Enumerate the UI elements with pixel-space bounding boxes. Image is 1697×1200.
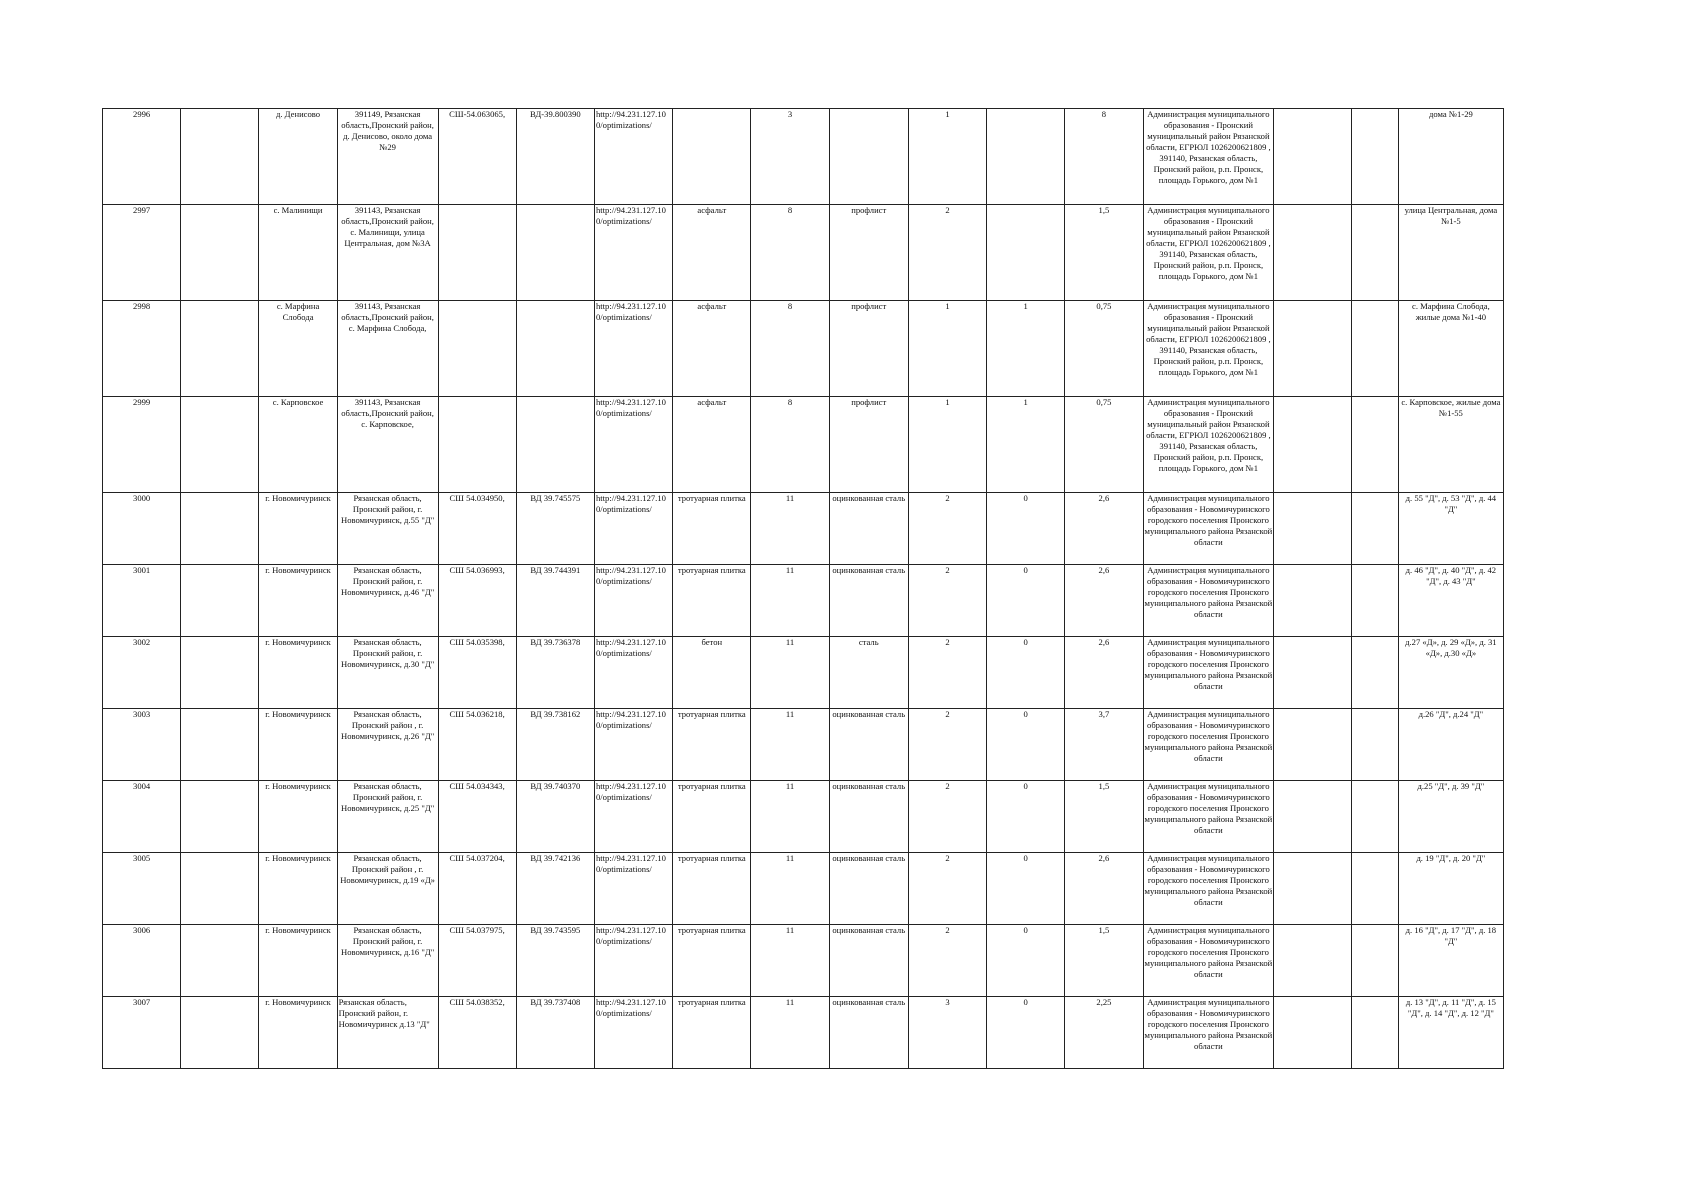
cell-empty: [1274, 925, 1352, 997]
cell-empty: [1352, 109, 1398, 205]
cell-empty: [181, 565, 259, 637]
cell-volume: 0,75: [1065, 301, 1143, 397]
cell-empty: [181, 637, 259, 709]
cell-locality: с. Малинищи: [259, 205, 337, 301]
cell-fence-material: оцинкованная сталь: [829, 925, 908, 997]
cell-address: Рязанская область, Пронский район , г. Новомичуринск, д.26 "Д": [337, 709, 438, 781]
cell-link[interactable]: http://94.231.127.10 0/optimizations/: [594, 109, 672, 205]
cell-latitude: СШ 54.038352,: [438, 997, 516, 1069]
cell-empty: [1274, 637, 1352, 709]
cell-link[interactable]: http://94.231.127.10 0/optimizations/: [594, 397, 672, 493]
cell-record-number: 3005: [103, 853, 181, 925]
cell-area: 11: [751, 853, 829, 925]
cell-empty: [1352, 853, 1398, 925]
cell-waste-sources: д.27 «Д», д. 29 «Д», д. 31 «Д», д.30 «Д»: [1398, 637, 1503, 709]
cell-address: 391143, Рязанская область,Пронский район, с. Марфина Слобода,: [337, 301, 438, 397]
cell-address: Рязанская область, Пронский район, г. Новомичуринск, д.55 "Д": [337, 493, 438, 565]
cell-waste-sources: с. Марфина Слобода, жилые дома №1-40: [1398, 301, 1503, 397]
table-row: [103, 925, 1504, 997]
cell-surface: тротуарная плитка: [673, 781, 751, 853]
table-row: [103, 997, 1504, 1069]
cell-area: 11: [751, 709, 829, 781]
cell-empty: [1274, 109, 1352, 205]
cell-surface: тротуарная плитка: [673, 925, 751, 997]
cell-waste-sources: улица Центральная, дома №1-5: [1398, 205, 1503, 301]
cell-owner: Администрация муниципального образования - Новомичуринского городского поселения Пронского муниципального района Рязанской области: [1143, 493, 1274, 565]
cell-record-number: 2996: [103, 109, 181, 205]
cell-waste-sources: д. 13 "Д", д. 11 "Д", д. 15 "Д", д. 14 "Д", д. 12 "Д": [1398, 997, 1503, 1069]
cell-empty: [1274, 781, 1352, 853]
cell-latitude: [438, 205, 516, 301]
cell-longitude: [516, 205, 594, 301]
cell-bulky-waste-count: 1: [987, 397, 1065, 493]
cell-empty: [1274, 301, 1352, 397]
cell-address: Рязанская область, Пронский район , г. Новомичуринск, д.19 «Д»: [337, 853, 438, 925]
table-row: [103, 781, 1504, 853]
cell-fence-material: оцинкованная сталь: [829, 493, 908, 565]
cell-container-count: 1: [908, 301, 986, 397]
cell-bulky-waste-count: [987, 109, 1065, 205]
cell-fence-material: профлист: [829, 397, 908, 493]
cell-surface: тротуарная плитка: [673, 493, 751, 565]
cell-link[interactable]: http://94.231.127.10 0/optimizations/: [594, 997, 672, 1069]
cell-longitude: ВД 39.737408: [516, 997, 594, 1069]
cell-container-count: 3: [908, 997, 986, 1069]
cell-address: Рязанская область, Пронский район, г. Новомичуринск, д.46 "Д": [337, 565, 438, 637]
cell-record-number: 3000: [103, 493, 181, 565]
cell-surface: тротуарная плитка: [673, 709, 751, 781]
table-row: [103, 853, 1504, 925]
cell-volume: 3,7: [1065, 709, 1143, 781]
cell-volume: 8: [1065, 109, 1143, 205]
cell-surface: [673, 109, 751, 205]
table-row: [103, 565, 1504, 637]
cell-fence-material: профлист: [829, 205, 908, 301]
cell-owner: Администрация муниципального образования - Новомичуринского городского поселения Пронского муниципального района Рязанской области: [1143, 853, 1274, 925]
cell-container-count: 1: [908, 109, 986, 205]
cell-locality: с. Карповское: [259, 397, 337, 493]
cell-latitude: СШ 54.037204,: [438, 853, 516, 925]
table-row: [103, 709, 1504, 781]
cell-longitude: ВД 39.743595: [516, 925, 594, 997]
cell-volume: 2,6: [1065, 637, 1143, 709]
cell-waste-sources: д.25 "Д", д. 39 "Д": [1398, 781, 1503, 853]
cell-record-number: 2998: [103, 301, 181, 397]
cell-area: 8: [751, 205, 829, 301]
cell-empty: [1352, 709, 1398, 781]
cell-latitude: СШ 54.035398,: [438, 637, 516, 709]
cell-container-count: 2: [908, 205, 986, 301]
cell-record-number: 2997: [103, 205, 181, 301]
cell-owner: Администрация муниципального образования - Пронский муниципальный район Рязанской области, ЕГРЮЛ 1026200621809 , 391140, Рязанская область, Пронский район, р.п. Пронск, площадь Горького, дом №1: [1143, 109, 1274, 205]
cell-owner: Администрация муниципального образования - Новомичуринского городского поселения Пронского муниципального района Рязанской области: [1143, 565, 1274, 637]
cell-link[interactable]: http://94.231.127.10 0/optimizations/: [594, 493, 672, 565]
cell-fence-material: сталь: [829, 637, 908, 709]
cell-volume: 2,6: [1065, 565, 1143, 637]
cell-latitude: СШ 54.034343,: [438, 781, 516, 853]
cell-waste-sources: д.26 "Д", д.24 "Д": [1398, 709, 1503, 781]
cell-longitude: [516, 301, 594, 397]
cell-locality: г. Новомичуринск: [259, 997, 337, 1069]
cell-latitude: СШ 54.036993,: [438, 565, 516, 637]
cell-locality: г. Новомичуринск: [259, 853, 337, 925]
cell-volume: 1,5: [1065, 205, 1143, 301]
cell-longitude: ВД 39.742136: [516, 853, 594, 925]
cell-container-count: 2: [908, 925, 986, 997]
cell-surface: тротуарная плитка: [673, 853, 751, 925]
cell-waste-sources: д. 16 "Д", д. 17 "Д", д. 18 "Д": [1398, 925, 1503, 997]
cell-link[interactable]: http://94.231.127.10 0/optimizations/: [594, 709, 672, 781]
cell-address: 391149, Рязанская область,Пронский район, д. Денисово, около дома №29: [337, 109, 438, 205]
cell-empty: [1352, 565, 1398, 637]
cell-fence-material: оцинкованная сталь: [829, 709, 908, 781]
cell-record-number: 3003: [103, 709, 181, 781]
cell-volume: 2,6: [1065, 853, 1143, 925]
cell-area: 11: [751, 493, 829, 565]
cell-bulky-waste-count: 1: [987, 301, 1065, 397]
cell-link[interactable]: http://94.231.127.10 0/optimizations/: [594, 565, 672, 637]
cell-volume: 1,5: [1065, 925, 1143, 997]
cell-surface: бетон: [673, 637, 751, 709]
cell-link[interactable]: http://94.231.127.10 0/optimizations/: [594, 205, 672, 301]
cell-empty: [181, 997, 259, 1069]
cell-area: 11: [751, 925, 829, 997]
cell-bulky-waste-count: 0: [987, 565, 1065, 637]
cell-latitude: СШ 54.034950,: [438, 493, 516, 565]
cell-owner: Администрация муниципального образования - Новомичуринского городского поселения Пронского муниципального района Рязанской области: [1143, 781, 1274, 853]
cell-bulky-waste-count: [987, 205, 1065, 301]
cell-area: 11: [751, 637, 829, 709]
cell-waste-sources: с. Карповское, жилые дома №1-55: [1398, 397, 1503, 493]
cell-volume: 0,75: [1065, 397, 1143, 493]
table-row: [103, 205, 1504, 301]
cell-area: 11: [751, 565, 829, 637]
cell-empty: [1352, 301, 1398, 397]
cell-container-count: 2: [908, 493, 986, 565]
cell-bulky-waste-count: 0: [987, 853, 1065, 925]
cell-locality: г. Новомичуринск: [259, 565, 337, 637]
cell-empty: [1352, 397, 1398, 493]
cell-longitude: ВД 39.745575: [516, 493, 594, 565]
cell-bulky-waste-count: 0: [987, 709, 1065, 781]
cell-empty: [1274, 565, 1352, 637]
cell-owner: Администрация муниципального образования - Новомичуринского городского поселения Пронского муниципального района Рязанской области: [1143, 997, 1274, 1069]
cell-address: Рязанская область, Пронский район, г. Новомичуринск, д.25 "Д": [337, 781, 438, 853]
cell-latitude: СШ-54.063065,: [438, 109, 516, 205]
cell-container-count: 2: [908, 709, 986, 781]
cell-container-count: 1: [908, 397, 986, 493]
cell-locality: с. Марфина Слобода: [259, 301, 337, 397]
cell-empty: [1274, 853, 1352, 925]
cell-latitude: [438, 301, 516, 397]
cell-bulky-waste-count: 0: [987, 637, 1065, 709]
cell-container-count: 2: [908, 637, 986, 709]
cell-record-number: 3004: [103, 781, 181, 853]
cell-address: Рязанская область, Пронский район, г. Новомичуринск, д.16 "Д": [337, 925, 438, 997]
cell-owner: Администрация муниципального образования - Пронский муниципальный район Рязанской области, ЕГРЮЛ 1026200621809 , 391140, Рязанская область, Пронский район, р.п. Пронск, площадь Горького, дом №1: [1143, 205, 1274, 301]
cell-empty: [181, 397, 259, 493]
cell-volume: 2,6: [1065, 493, 1143, 565]
cell-waste-sources: д. 19 "Д", д. 20 "Д": [1398, 853, 1503, 925]
cell-record-number: 2999: [103, 397, 181, 493]
cell-container-count: 2: [908, 781, 986, 853]
cell-locality: г. Новомичуринск: [259, 637, 337, 709]
cell-empty: [1352, 997, 1398, 1069]
cell-empty: [1352, 493, 1398, 565]
cell-empty: [181, 301, 259, 397]
cell-empty: [1274, 709, 1352, 781]
cell-record-number: 3001: [103, 565, 181, 637]
cell-longitude: ВД 39.736378: [516, 637, 594, 709]
cell-locality: д. Денисово: [259, 109, 337, 205]
cell-empty: [181, 853, 259, 925]
cell-volume: 2,25: [1065, 997, 1143, 1069]
cell-empty: [1274, 205, 1352, 301]
cell-longitude: [516, 397, 594, 493]
cell-locality: г. Новомичуринск: [259, 925, 337, 997]
cell-address: 391143, Рязанская область,Пронский район, с. Малинищи, улица Центральная, дом №3А: [337, 205, 438, 301]
cell-surface: тротуарная плитка: [673, 997, 751, 1069]
cell-empty: [181, 205, 259, 301]
cell-address: Рязанская область, Пронский район, г. Новомичуринск д.13 "Д": [337, 997, 438, 1069]
table-row: [103, 493, 1504, 565]
cell-fence-material: оцинкованная сталь: [829, 997, 908, 1069]
cell-empty: [1274, 397, 1352, 493]
cell-empty: [1352, 781, 1398, 853]
cell-longitude: ВД 39.744391: [516, 565, 594, 637]
cell-owner: Администрация муниципального образования - Пронский муниципальный район Рязанской области, ЕГРЮЛ 1026200621809 , 391140, Рязанская область, Пронский район, р.п. Пронск, площадь Горького, дом №1: [1143, 301, 1274, 397]
cell-waste-sources: дома №1-29: [1398, 109, 1503, 205]
cell-empty: [181, 781, 259, 853]
cell-empty: [1274, 997, 1352, 1069]
cell-empty: [181, 925, 259, 997]
cell-latitude: СШ 54.037975,: [438, 925, 516, 997]
cell-record-number: 3002: [103, 637, 181, 709]
cell-link[interactable]: http://94.231.127.10 0/optimizations/: [594, 925, 672, 997]
cell-surface: асфальт: [673, 397, 751, 493]
cell-bulky-waste-count: 0: [987, 997, 1065, 1069]
cell-surface: тротуарная плитка: [673, 565, 751, 637]
cell-locality: г. Новомичуринск: [259, 493, 337, 565]
cell-longitude: ВД 39.738162: [516, 709, 594, 781]
cell-area: 3: [751, 109, 829, 205]
cell-empty: [181, 493, 259, 565]
cell-area: 8: [751, 301, 829, 397]
cell-address: Рязанская область, Пронский район, г. Новомичуринск, д.30 "Д": [337, 637, 438, 709]
cell-area: 11: [751, 997, 829, 1069]
cell-area: 8: [751, 397, 829, 493]
cell-bulky-waste-count: 0: [987, 925, 1065, 997]
cell-bulky-waste-count: 0: [987, 493, 1065, 565]
cell-fence-material: оцинкованная сталь: [829, 565, 908, 637]
cell-link[interactable]: http://94.231.127.10 0/optimizations/: [594, 301, 672, 397]
table-row: [103, 397, 1504, 493]
cell-volume: 1,5: [1065, 781, 1143, 853]
cell-container-count: 2: [908, 565, 986, 637]
cell-empty: [1274, 493, 1352, 565]
cell-area: 11: [751, 781, 829, 853]
cell-fence-material: оцинкованная сталь: [829, 781, 908, 853]
cell-link[interactable]: http://94.231.127.10 0/optimizations/: [594, 637, 672, 709]
cell-fence-material: [829, 109, 908, 205]
cell-surface: асфальт: [673, 205, 751, 301]
cell-container-count: 2: [908, 853, 986, 925]
cell-empty: [181, 109, 259, 205]
cell-record-number: 3007: [103, 997, 181, 1069]
cell-fence-material: оцинкованная сталь: [829, 853, 908, 925]
registry-table: [102, 108, 1504, 1069]
cell-waste-sources: д. 46 "Д", д. 40 "Д", д. 42 "Д", д. 43 "Д": [1398, 565, 1503, 637]
cell-owner: Администрация муниципального образования - Новомичуринского городского поселения Пронского муниципального района Рязанской области: [1143, 709, 1274, 781]
cell-empty: [1352, 205, 1398, 301]
table-row: [103, 301, 1504, 397]
cell-empty: [1352, 925, 1398, 997]
cell-surface: асфальт: [673, 301, 751, 397]
cell-bulky-waste-count: 0: [987, 781, 1065, 853]
cell-owner: Администрация муниципального образования - Новомичуринского городского поселения Пронского муниципального района Рязанской области: [1143, 925, 1274, 997]
cell-fence-material: профлист: [829, 301, 908, 397]
cell-longitude: ВД-39.800390: [516, 109, 594, 205]
cell-waste-sources: д. 55 "Д", д. 53 "Д", д. 44 "Д": [1398, 493, 1503, 565]
cell-locality: г. Новомичуринск: [259, 709, 337, 781]
cell-longitude: ВД 39.740370: [516, 781, 594, 853]
cell-empty: [181, 709, 259, 781]
cell-link[interactable]: http://94.231.127.10 0/optimizations/: [594, 781, 672, 853]
table-body: [103, 109, 1504, 1069]
cell-address: 391143, Рязанская область,Пронский район, с. Карповское,: [337, 397, 438, 493]
cell-latitude: [438, 397, 516, 493]
cell-owner: Администрация муниципального образования - Пронский муниципальный район Рязанской области, ЕГРЮЛ 1026200621809 , 391140, Рязанская область, Пронский район, р.п. Пронск, площадь Горького, дом №1: [1143, 397, 1274, 493]
cell-empty: [1352, 637, 1398, 709]
table-row: [103, 109, 1504, 205]
cell-locality: г. Новомичуринск: [259, 781, 337, 853]
cell-record-number: 3006: [103, 925, 181, 997]
table-row: [103, 637, 1504, 709]
cell-owner: Администрация муниципального образования - Новомичуринского городского поселения Пронского муниципального района Рязанской области: [1143, 637, 1274, 709]
cell-latitude: СШ 54.036218,: [438, 709, 516, 781]
cell-link[interactable]: http://94.231.127.10 0/optimizations/: [594, 853, 672, 925]
